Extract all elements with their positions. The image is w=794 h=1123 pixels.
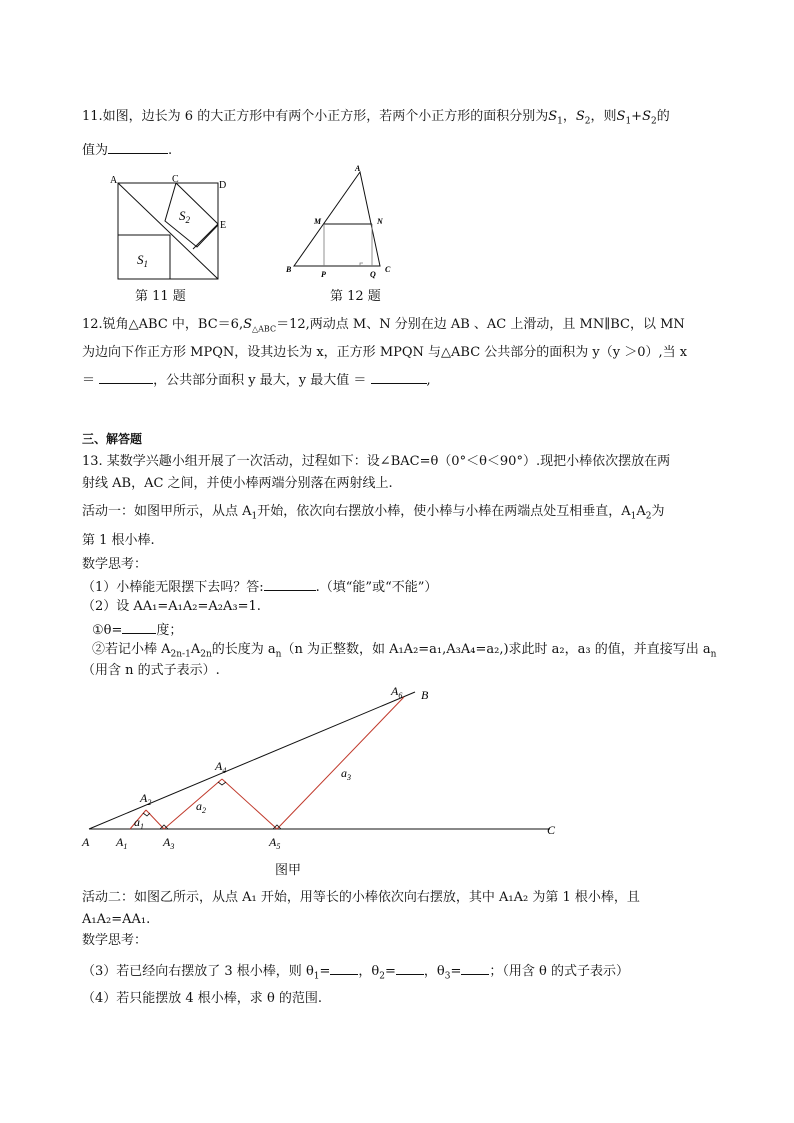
fig12-label-A: A [355, 164, 361, 173]
q13-think2: 数学思考： [82, 933, 148, 948]
q13-sub2-3: （用含 n 的式子表示）. [82, 663, 220, 678]
answer-blank-q11[interactable] [108, 140, 168, 154]
rod-a5a6 [277, 697, 404, 829]
figjia-label-a2: $a_2$ [196, 799, 206, 815]
q13-sub4: （4）若只能摆放 4 根小棒，求 θ 的范围. [82, 991, 323, 1006]
q13-think: 数学思考： [82, 557, 148, 572]
figjia-label-B: B [421, 688, 429, 702]
q13-p2: 射线 AB，AC 之间，并使小棒两端分别落在两射线上. [82, 476, 393, 491]
rod-a2a3 [146, 810, 164, 829]
fig11-caption: 第 11 题 [135, 289, 186, 304]
answer-blank-theta1[interactable] [330, 961, 358, 975]
q13-sub2: （2）设 AA₁=A₁A₂=A₂A₃=1. [82, 599, 261, 614]
answer-blank-can[interactable] [264, 577, 316, 591]
figjia-label-C: C [547, 823, 556, 837]
figjia-label-A1: $A_1$ [116, 835, 128, 851]
s2-symbol: S [575, 109, 585, 124]
q13-activity1-cont: 第 1 根小棒. [82, 533, 155, 548]
figjia-label-a1: $a_1$ [134, 815, 144, 831]
fig12-label-P: P [321, 270, 326, 279]
figjia-label-A: A [82, 835, 90, 849]
figure-12 [284, 160, 404, 282]
q13-activity2-cont: A₁A₂=AA₁. [82, 912, 151, 927]
q11-line1: 11.如图，边长为 6 的大正方形中有两个小正方形，若两个小正方形的面积分别为$S_1$，$S_2$，则$S_1+S_2$的 [82, 109, 670, 127]
q13-sub2-1: ①θ= 度； [92, 620, 182, 640]
small-square-s2 [165, 183, 218, 247]
answer-blank-x[interactable] [99, 370, 153, 384]
q13-sub2-2: ②若记小棒 $A_{2n-1}A_{2n}$的长度为 $a_n(n$ 为正整数，如 A₁A₂=a₁,A₃A₄=a₂,)求此时 a₂，a₃ 的值，并直接写出 $a_n$ [92, 642, 717, 660]
section-title: 三、解答题 [82, 432, 143, 446]
diagonal-line [118, 183, 218, 279]
q12-line1: 12.锐角△ABC 中，$BC=6,S_{\triangle ABC}=12$,两动点 M、N 分别在边 AB 、AC 上滑动，且 MN∥BC，以 MN [82, 317, 685, 334]
fig12-label-B: B [286, 265, 292, 274]
q13-sub1: （1）小棒能无限摆下去吗？答: .（填“能”或“不能”） [82, 577, 437, 597]
q13-p1: 13. 某数学兴趣小组开展了一次活动，过程如下：设∠BAC=θ（0°＜θ＜90°）.现把小棒依次摆放在两 [82, 454, 671, 469]
figjia-label-A4: $A_4$ [215, 759, 227, 775]
q13-activity1: 活动一：如图甲所示，从点 $A_1$开始，依次向右摆放小棒，使小棒与小棒在两端点处互相垂直，$A_1A_2$为 [82, 504, 665, 522]
answer-blank-theta2[interactable] [396, 961, 424, 975]
rod-a3a4 [164, 779, 222, 829]
answer-blank-theta3[interactable] [461, 961, 489, 975]
fig11-label-S2: $S_2$ [179, 208, 190, 225]
rod-a4a5 [222, 779, 277, 829]
figjia-label-A6: $A_6$ [391, 684, 403, 700]
q13-sub3: （3）若已经向右摆放了 3 根小棒，则 $\theta_1=$ ，$\theta_2=$ ，$\theta_3=$ ；（用含 θ 的式子表示） [82, 961, 629, 986]
fig11-label-D: D [219, 180, 227, 191]
small-square-s1 [118, 235, 170, 279]
figjia-label-a3: $a_3$ [341, 766, 351, 782]
figjia-caption: 图甲 [275, 863, 302, 878]
fig12-caption: 第 12 题 [330, 289, 381, 304]
right-angle-a4 [218, 782, 226, 785]
fig12-label-Q: Q [370, 270, 376, 279]
fig12-label-C: C [385, 265, 391, 274]
fig12-label-N: N [377, 217, 383, 226]
fig11-label-S1: $S_1$ [137, 252, 148, 269]
q12-line2: 为边向下作正方形 MPQN，设其边长为 x，正方形 MPQN 与△ABC 公共部分的面积为 y（y ＞0）,当 x [82, 345, 688, 360]
figure-jia [75, 680, 575, 860]
fig12-label-M: M [314, 217, 322, 226]
ray-ab [89, 692, 415, 829]
figjia-label-A3: $A_3$ [163, 835, 175, 851]
s1-symbol: S [548, 109, 558, 124]
fig11-label-A: A [110, 175, 118, 186]
q11-line2: 值为 . [82, 140, 172, 160]
fig11-label-C: C [172, 174, 179, 185]
figjia-label-A2: $A_2$ [140, 791, 152, 807]
figjia-label-A5: $A_5$ [269, 835, 281, 851]
triangle-abc [294, 172, 380, 266]
fig11-label-E: E [220, 220, 227, 231]
q12-line3: ＝ ，公共部分面积 y 最大，y 最大值 ＝ , [82, 370, 431, 390]
answer-blank-theta[interactable] [122, 620, 156, 634]
answer-blank-y-max[interactable] [371, 370, 427, 384]
figure-11 [108, 172, 238, 284]
q13-activity2: 活动二：如图乙所示，从点 A₁ 开始，用等长的小棒依次向右摆放，其中 A₁A₂ 为第 1 根小棒，且 [82, 890, 640, 905]
